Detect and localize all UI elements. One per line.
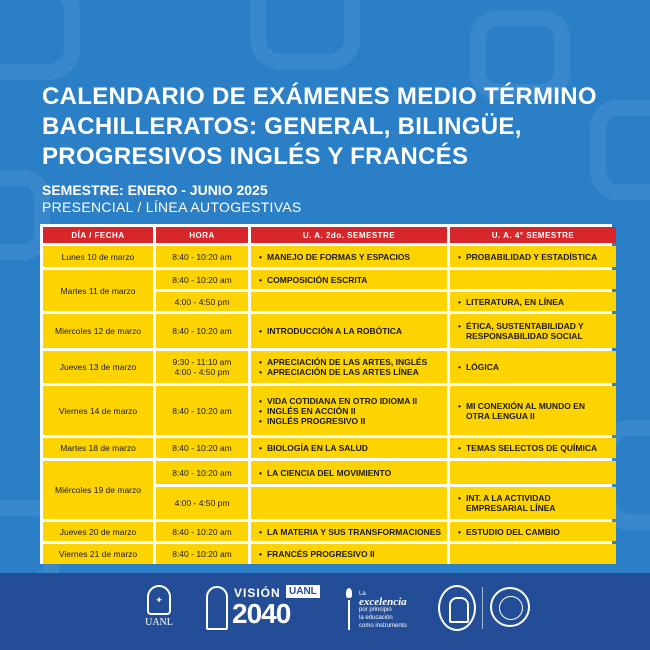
bullet-icon: •	[259, 526, 262, 537]
bullet-icon: •	[259, 443, 262, 453]
bullet-icon: •	[259, 467, 262, 478]
uanl-logo	[142, 585, 176, 628]
sem2-subject-cell	[251, 292, 447, 311]
sem2-subject-cell	[251, 544, 447, 564]
header-time: HORA	[156, 227, 248, 243]
bullet-icon: •	[458, 362, 461, 372]
sem2-subject-cell	[251, 351, 447, 383]
sem4-subject-cell	[450, 461, 616, 484]
time-cell	[156, 487, 248, 519]
time-text: 8:40 - 10:20 am	[172, 467, 232, 478]
sem2-subject-cell	[251, 246, 447, 267]
header-date: DÍA / FECHA	[43, 227, 153, 243]
vision-badge: UANL	[286, 585, 320, 598]
time-cell	[156, 544, 248, 564]
bullet-icon: •	[458, 493, 461, 503]
sem4-subject-cell	[450, 314, 616, 348]
sem4-subject-cell	[450, 487, 616, 519]
modality-label: PRESENCIAL / LÍNEA AUTOGESTIVAS	[42, 199, 302, 215]
exc-line-5: como instrumento	[359, 623, 407, 629]
time-text: 8:40 - 10:20 am	[172, 443, 232, 453]
subject-text: BIOLOGÍA EN LA SALUD	[266, 443, 368, 453]
bullet-icon: •	[259, 367, 262, 377]
bullet-icon: •	[259, 326, 262, 336]
time-text: 4:00 - 4:50 pm	[174, 367, 230, 377]
date-cell: Miércoles 19 de marzo	[43, 461, 153, 519]
bullet-icon: •	[259, 395, 262, 406]
time-text: 8:40 - 10:20 am	[172, 251, 232, 262]
time-cell	[156, 351, 248, 383]
sem2-subject-cell	[251, 461, 447, 484]
torch-icon	[345, 588, 353, 632]
sem4-subject-cell	[450, 351, 616, 383]
bullet-icon: •	[259, 357, 262, 367]
bullet-icon: •	[458, 526, 461, 537]
subject-text: OTRA LENGUA II	[465, 410, 535, 421]
subject-text: PROBABILIDAD Y ESTADÍSTICA	[465, 251, 598, 262]
time-text: 8:40 - 10:20 am	[172, 326, 232, 336]
subject-text: COMPOSICIÓN ESCRITA	[266, 274, 368, 285]
vision-year: 2040	[232, 598, 291, 629]
subject-text: RESPONSABILIDAD SOCIAL	[465, 331, 583, 341]
sem2-subject-cell	[251, 270, 447, 289]
bullet-icon: •	[259, 549, 262, 559]
bullet-icon: •	[458, 443, 461, 453]
subject-text: APRECIACIÓN DE LAS ARTES LÍNEA	[266, 367, 419, 377]
subject-text: INGLÉS PROGRESIVO II	[266, 415, 366, 426]
subject-text: FRANCÉS PROGRESIVO II	[266, 549, 375, 559]
vision-word: VISIÓN	[234, 586, 281, 600]
bullet-icon: •	[458, 296, 461, 307]
time-text: 4:00 - 4:50 pm	[174, 296, 230, 307]
title-line-2: BACHILLERATOS: GENERAL, BILINGÜE,	[42, 113, 522, 140]
semester-label: SEMESTRE: ENERO - JUNIO 2025	[42, 182, 268, 198]
exc-line-4: la educación	[359, 615, 393, 621]
subject-text: ÉTICA, SUSTENTABILIDAD Y	[465, 321, 584, 331]
sem4-subject-cell	[450, 438, 616, 458]
date-cell: Viernes 21 de marzo	[43, 544, 153, 564]
subject-text: VIDA COTIDIANA EN OTRO IDIOMA II	[266, 395, 418, 406]
time-cell	[156, 270, 248, 289]
date-cell: Jueves 13 de marzo	[43, 351, 153, 383]
time-text: 8:40 - 10:20 am	[172, 549, 232, 559]
footer	[0, 573, 650, 650]
sem4-subject-cell	[450, 522, 616, 541]
time-cell	[156, 461, 248, 484]
exc-line-3: por principio	[359, 607, 392, 613]
subject-text: LÓGICA	[465, 362, 500, 372]
time-cell	[156, 314, 248, 348]
bullet-icon: •	[259, 274, 262, 285]
time-cell	[156, 386, 248, 435]
subject-text: MANEJO DE FORMAS Y ESPACIOS	[266, 251, 411, 262]
round-seal-icon	[490, 587, 530, 627]
bullet-icon: •	[259, 415, 262, 426]
sem4-subject-cell	[450, 246, 616, 267]
time-cell	[156, 292, 248, 311]
sem4-subject-cell	[450, 544, 616, 564]
time-cell	[156, 438, 248, 458]
bullet-icon: •	[259, 405, 262, 416]
time-cell	[156, 246, 248, 267]
subject-text: INTRODUCCIÓN A LA ROBÓTICA	[266, 326, 403, 336]
sem4-subject-cell	[450, 292, 616, 311]
subject-text: ESTUDIO DEL CAMBIO	[465, 526, 560, 537]
sem2-subject-cell	[251, 314, 447, 348]
date-cell: Martes 18 de marzo	[43, 438, 153, 458]
time-text: 8:40 - 10:20 am	[172, 405, 232, 416]
footer-divider	[482, 587, 483, 629]
date-cell: Miercoles 12 de marzo	[43, 314, 153, 348]
subject-text: EMPRESARIAL LÍNEA	[465, 503, 556, 513]
date-cell: Jueves 20 de marzo	[43, 522, 153, 541]
time-text: 8:40 - 10:20 am	[172, 274, 232, 285]
sem2-subject-cell	[251, 438, 447, 458]
sem2-subject-cell	[251, 522, 447, 541]
time-cell	[156, 522, 248, 541]
institution-seal-icon	[438, 585, 476, 631]
vision-2040-logo	[206, 584, 318, 634]
header-sem4: U. A. 4° SEMESTRE	[450, 227, 616, 243]
subject-text: LA MATERIA Y SUS TRANSFORMACIONES	[266, 526, 442, 537]
sem4-subject-cell	[450, 386, 616, 435]
time-text: 4:00 - 4:50 pm	[174, 498, 230, 508]
header	[42, 82, 622, 215]
title-line-1: CALENDARIO DE EXÁMENES MEDIO TÉRMINO	[42, 83, 597, 110]
page-title	[42, 82, 622, 172]
bullet-icon: •	[259, 251, 262, 262]
subject-text: LA CIENCIA DEL MOVIMIENTO	[266, 467, 392, 478]
time-text: 8:40 - 10:20 am	[172, 526, 232, 537]
date-cell: Martes 11 de marzo	[43, 270, 153, 311]
exc-line-1: La	[359, 591, 366, 597]
subject-text: TEMAS SELECTOS DE QUÍMICA	[465, 443, 598, 453]
uanl-logo-label: UANL	[145, 617, 173, 628]
exam-calendar-table	[40, 224, 612, 564]
bullet-icon: •	[458, 400, 461, 411]
bullet-icon: •	[458, 321, 461, 331]
vision-mark-icon	[206, 586, 228, 630]
subject-text: APRECIACIÓN DE LAS ARTES, INGLÉS	[266, 357, 428, 367]
subject-text: LITERATURA, EN LÍNEA	[465, 296, 565, 307]
header-sem2: U. A. 2do. SEMESTRE	[251, 227, 447, 243]
sem2-subject-cell	[251, 386, 447, 435]
time-text: 9:30 - 11:10 am	[172, 357, 232, 367]
date-cell: Viernes 14 de marzo	[43, 386, 153, 435]
subject-text: INT. A LA ACTIVIDAD	[465, 493, 551, 503]
title-line-3: PROGRESIVOS INGLÉS Y FRANCÉS	[42, 143, 469, 170]
subject-text: MI CONEXIÓN AL MUNDO EN	[465, 400, 585, 411]
excellence-logo	[345, 588, 425, 634]
sem2-subject-cell	[251, 487, 447, 519]
sem4-subject-cell	[450, 270, 616, 289]
bullet-icon: •	[458, 251, 461, 262]
uanl-shield-icon: ✦	[147, 585, 171, 615]
date-cell: Lunes 10 de marzo	[43, 246, 153, 267]
exc-line-2: excelencia	[359, 596, 407, 608]
subject-text: INGLÉS EN ACCIÓN II	[266, 405, 356, 416]
